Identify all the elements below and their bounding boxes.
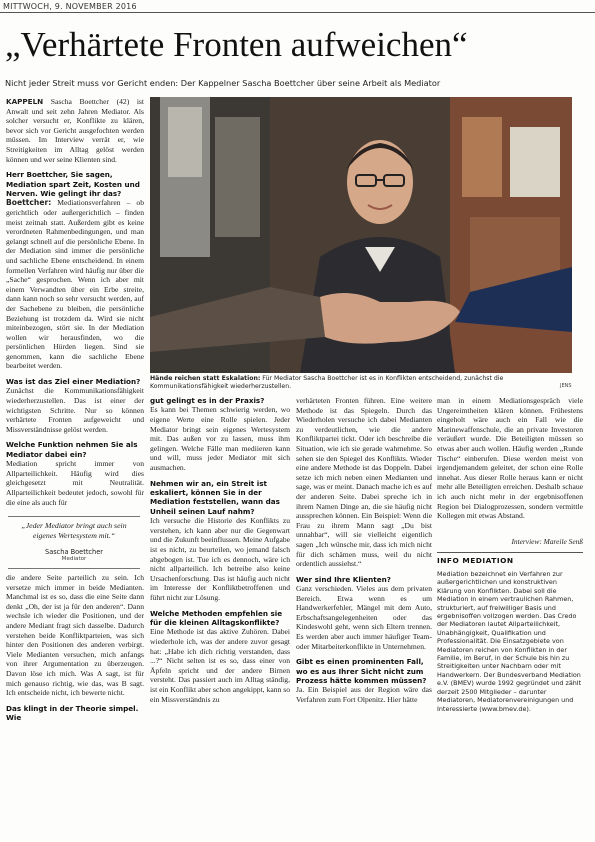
photo-caption [150,375,572,390]
answer-escalation: Ich versuche die Historie des Konflikts zu verstehen, ich kann aber nur die Gegenwart und die Zukunft beeinflussen. Meine Aufgabe ist es nicht, zu beurteilen, wo jemand falsch abgebogen ist. Tue ich es dennoch, wäre ich nicht allparteilich. Ich betreibe also keine Ursachenforschung. Das ist häufig auch nicht im Interesse der Konfliktbetroffenen und führt nicht zur Lösung. [150,516,290,602]
answer-prominent-case: Ja. Ein Beispiel aus der Region wäre das Verfahren zum Fort Olpenitz. Hier hätte [296,685,432,705]
question-practice: gut gelingt es in der Praxis? [150,396,265,405]
pullquote-bottom-rule [8,568,140,569]
info-title: INFO MEDIATION [437,556,514,565]
continued-answer: die andere Seite parteilich zu sein. Ich versetze mich immer in beide Medianten. Manchmal ist es so, dass die eine Seite dann denkt „Oh, der ist ja für den anderen“. Dann wechsle ich wieder die Positionen, und der andere Mediant fragt sich dasselbe. Dadurch verstehen beide Konfliktparteien, was sich hinter den Positionen des anderen verbirgt. Viele Medianten versuchen, mich anfangs von ihrer Argumentation zu überzeugen. Davon löse ich mich. Was A sagt, ist für mich genauso richtig, wie das, was B sagt. Ich entscheide nicht, ich bewerte nicht. [6,573,144,698]
question-methods: Welche Methoden empfehlen sie für die kleinen Alltagskonflikte? [150,608,283,627]
lead-place: KAPPELN [6,97,44,106]
question-prominent-case: Gibt es einen prominenten Fall, wo es aus Ihrer Sicht nicht zum Prozess hätte kommen müssen? [296,657,427,686]
pullquote-author: Sascha Boettcher [45,548,103,556]
lead-text: Sascha Boettcher (42) ist Anwalt und seit zehn Jahren Mediator. Als solcher versucht er, Konflikte zu klären, bevor sich vor Gericht ausgefochten werden müssen. Im Interview verrät er, wie Streitigkeiten im Alltag gelöst werden können und wer seine Klienten sind. [6,97,144,164]
question-escalation: Nehmen wir an, ein Streit ist eskaliert, können Sie in der Mediation feststellen, wann das Unheil seinen Lauf nahm? [150,478,280,516]
column-4 [437,396,583,521]
dateline: MITTWOCH, 9. NOVEMBER 2016 [3,2,137,11]
question-continued: Das klingt in der Theorie simpel. Wie [6,703,139,723]
answer-2: Zunächst die Kommunikationsfähigkeit wiederherzustellen. Das ist einer der wichtigsten Schritte. Nur so können verhärtete Fronten aufgeweicht und Missverständnisse gelöst werden. [6,386,144,434]
column-1-lower [6,573,144,723]
interviewer-credit: Interview: Mareile Senß [511,537,583,546]
answer-clients: Ganz verschieden. Vieles aus dem privaten Bereich. Etwa wenn es um Handwerkerfehler, Mängel mit dem Auto, Erbschaftsangelegenheiten oder das Kindeswohl geht, wenn sich Eltern trennen. Es werden aber auch immer häufiger Team- oder Mitarbeiterkonflikte in Unternehmen. [296,584,432,651]
answer-mirroring: verhärteten Fronten führen. Eine weitere Methode ist das Spiegeln. Durch das Wiederholen versuche ich dabei Medianten zu verdeutlichen, wie die andere Konfliktpartei tickt. Oder ich beschreibe die Situation, wie ich sie gerade wahrnehme. So sehen sie den Spiegel des Konflikts. Wieder eine andere Methode ist das Doppeln. Dabei setze ich mich neben einen Medianten und sage, was er meint. Danach mache ich es auf der anderen Seite. Dabei spreche ich in ihrem Namen Dinge an, die sie häufig nicht aussprechen können. Ein Beispiel: Wenn die Frau zu ihrem Mann sagt „Du bist unnahbar“, will sie vielleicht eigentlich sagen „Ich wünsche mir, dass ich mich nicht für dich schämen muss, weil du nicht ordentlich aussiehst.“ [296,396,432,569]
photo-illustration [150,97,572,373]
answer-methods: Eine Methode ist das aktive Zuhören. Dabei wiederhole ich, was der andere zuvor gesagt hat: „Habe ich dich richtig verstanden, dass ...?“ Nicht selten ist es so, dass einer von Äpfeln spricht und der andere Birnen versteht. Das passiert auch im Alltag ständig, ist ein Konflikt aber schon angekippt, kann so ein Missverständnis zu [150,627,290,704]
pullquote-role: Mediator [61,556,87,562]
pullquote-top-rule [8,516,140,517]
column-2 [150,396,290,704]
caption-lead: Hände reichen statt Eskalation: [150,375,261,382]
answer-label: Boettcher: [6,198,52,208]
question-2: Was ist das Ziel einer Mediation? [6,377,141,387]
info-rule [437,552,583,553]
question-clients: Wer sind Ihre Klienten? [296,574,391,584]
column-1-upper [6,97,144,507]
column-3 [296,396,432,705]
question-3: Welche Funktion nehmen Sie als Mediator dabei ein? [6,440,138,459]
question-1: Herr Boettcher, Sie sagen, Mediation spart Zeit, Kosten und Nerven. Wie gelingt ihr das? [6,170,140,198]
photo-credit: JENS [560,383,572,389]
answer-3: Mediation spricht immer von Allparteilichkeit. Häufig wird dies gleichgesetzt mit Neutralität. Allparteilichkeit bedeutet jedoch, sowohl für die eine als auch für [6,459,144,507]
headline: „Verhärtete Fronten aufweichen“ [5,25,468,64]
handshake-photo [150,97,572,373]
answer-practice: Es kann bei Themen schwierig werden, wo eigene Werte eine Rolle spielen. Jeder Mediator bringt sein eigenes Wertesystem mit. Das außen vor zu lassen, muss ihm gelingen. Welche Fälle man mediieren kann und will, muss jeder Mediator mit sich ausmachen. [150,405,290,472]
answer-1: Mediationsverfahren – ob gerichtlich oder außergerichtlich – finden meist zeitnah statt. Außerdem gibt es keine verordneten Rahmenbedingungen, und man gelangt schnell auf die persönliche Ebene. In der Mediation sind immer die persönliche und sachliche Ebene entscheidend. In einem formellen Verfahren wird häufig nur über die „Sache“ gesprochen. Wenn ich aber mit einem Verwandten über ein Erbe streite, dann kann noch so sehr versucht werden, auf der Sachebene zu bleiben, die persönliche Beziehung ist trotzdem da. Wird sie nicht miteinbezogen, stört sie. In der Mediation wollen wir herausfinden, wo die persönlichen Hürden liegen. Sind sie genommen, kann die sachliche Ebene bearbeitet werden. [6,198,144,371]
subheadline: Nicht jeder Streit muss vor Gericht enden: Der Kappelner Sascha Boettcher über seine Arbeit als Mediator [5,78,441,88]
caption-text: Für Mediator Sascha Boettcher ist es in Konflikten entscheidend, zunächst die Kommunikationsfähigkeit wiederherzustellen. [150,375,504,390]
top-rule [0,12,595,13]
pullquote-text: „Jeder Mediator bringt auch sein eigenes Wertesystem mit.“ [21,521,127,540]
answer-round-tables: man in einem Mediationsgespräch viele Ungereimtheiten klären können. Frühestens eingeholt wäre auch ein Fall wie die Marinewaffenschule, die an private Investoren veräußert wurde. Die Beteiligten müssen so etwas aber auch wollen. Häufig werden „Runde Tische“ einberufen. Diese werden meist von irgendjemandem geleitet, der schon eine Rolle innehat. Aus dieser Rolle heraus kann er nicht mehr alle Beteiligten erreichen. Deshalb schaue ich auch nicht mehr in der ergebnisoffenen Region bei Dialogprozessen, sondern vermittle Kollegen mit etwas Abstand. [437,396,583,521]
info-text: Mediation bezeichnet ein Verfahren zur außergerichtlichen und konstruktiven Klärung von Konflikten. Dabei soll die Mediation in einem vertraulichen Rahmen, strukturiert, auf freiwilliger Basis und ergebnisoffen vollzogen werden. Das Credo der Mediatoren lautet Allparteilichkeit, Unabhängigkeit, Qualifikation und Professionalität. Die Einsatzgebiete von Mediatoren reichen von Konflikten in der Familie, im Beruf, in der Schule bis hin zu Streitigkeiten unter Nachbarn oder mit Handwerkern. Der Bundesverband Mediation e.V. (BMEV) wurde 1992 gegründet und zählt derzeit 2500 Mitglieder – darunter Mediatoren, Mediatorenvereinigungen und Interessierte (www.bmev.de). [437,570,582,713]
